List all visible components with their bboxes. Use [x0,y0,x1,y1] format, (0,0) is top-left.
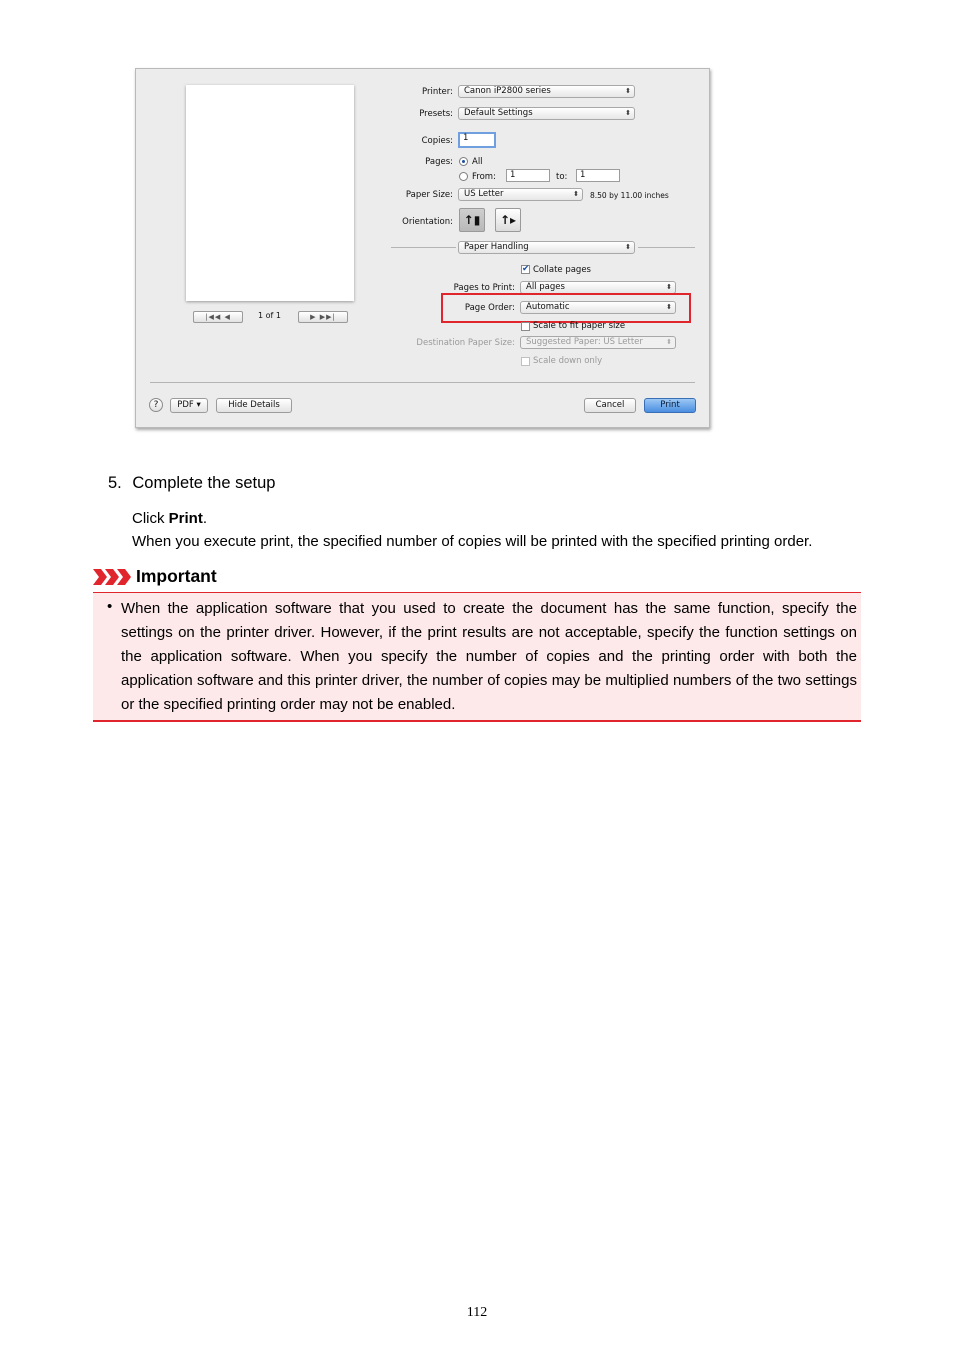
copies-label: Copies: [421,136,453,146]
step-title: Complete the setup [132,474,276,492]
popup-arrow-icon: ⬍ [666,338,672,346]
pages-from-field[interactable]: 1 [506,169,550,182]
popup-arrow-icon: ⬍ [625,87,631,95]
page-number: 112 [466,1305,488,1320]
section-popup-value: Paper Handling [464,242,529,252]
presets-value: Default Settings [464,108,533,118]
important-bullet: • [107,598,113,615]
section-popup[interactable] [458,241,635,254]
print-button[interactable]: Print [644,398,696,413]
pages-from-radio[interactable] [459,172,468,181]
step-heading [108,474,275,493]
paper-size-popup[interactable] [458,188,583,201]
page-order-value: Automatic [526,302,570,312]
collate-checkbox[interactable]: ✔ [522,264,530,274]
pages-to-field[interactable]: 1 [576,169,620,182]
help-button[interactable]: ? [149,398,163,412]
important-title: Important [136,566,217,586]
scale-down-only-checkbox[interactable] [521,357,530,366]
section-divider-right [638,247,695,248]
destination-paper-size-value: Suggested Paper: US Letter [526,337,643,347]
page-order-highlight-frame [441,293,691,323]
printer-popup[interactable] [458,85,635,98]
presets-popup[interactable] [458,107,635,120]
important-text: When the application software that you used to create the document has the same function, specify the settings on the printer driver. However, if the print results are not acceptable, specify the function settings on the application software. When you specify the number of copies and the printing order with both the application software and this printer driver, the number of copies may be multiplied numbers of the two settings or the specified printing order may not be enabled. [121,600,857,713]
click-target: Print [168,510,203,527]
popup-arrow-icon: ⬍ [625,243,631,251]
bottom-divider [150,382,695,383]
popup-arrow-icon: ⬍ [666,283,672,291]
destination-paper-size-popup[interactable] [520,336,676,349]
landscape-orientation-icon[interactable]: ↑▸ [495,208,521,232]
scale-to-fit-label: Scale to fit paper size [533,321,626,331]
copies-field[interactable]: 1 [458,132,496,148]
collate-label: Collate pages [533,265,591,275]
portrait-orientation-icon[interactable]: ↑▮ [459,208,485,232]
pages-all-label: All [472,157,483,167]
cancel-button[interactable]: Cancel [584,398,636,413]
printer-value: Canon iP2800 series [464,86,551,96]
print-dialog-screenshot [135,68,710,428]
page-preview [186,85,354,301]
scale-down-only-label: Scale down only [533,356,603,366]
important-chevrons-icon [93,566,133,588]
pages-to-label: to: [556,172,568,182]
destination-paper-size-label: Destination Paper Size: [416,338,515,348]
preview-page-count: 1 of 1 [258,311,281,320]
scale-to-fit-checkbox[interactable] [521,322,530,331]
popup-arrow-icon: ⬍ [625,109,631,117]
paper-size-dimensions: 8.50 by 11.00 inches [590,191,669,200]
click-suffix: . [202,510,208,527]
pages-all-radio[interactable] [459,157,468,166]
paper-size-label: Paper Size: [405,190,453,200]
pages-label: Pages: [425,157,453,167]
popup-arrow-icon: ⬍ [666,303,672,311]
page-order-label: Page Order: [464,303,515,313]
pages-from-label: From: [472,172,496,182]
click-prefix: Click [132,510,169,527]
pages-to-print-value: All pages [526,282,565,292]
step-number: 5. [108,474,122,492]
popup-arrow-icon: ⬍ [573,190,579,198]
orientation-label: Orientation: [402,217,453,227]
preview-next-buttons[interactable]: ▶ ▶▶| [298,311,348,323]
section-divider-left [391,247,456,248]
printer-label: Printer: [422,87,453,97]
click-instruction [132,510,207,527]
pages-to-print-label: Pages to Print: [453,283,515,293]
paper-size-value: US Letter [464,189,504,199]
presets-label: Presets: [419,109,453,119]
hide-details-button[interactable]: Hide Details [216,398,292,413]
pdf-menu-button[interactable]: PDF ▾ [170,398,208,413]
preview-prev-buttons[interactable]: |◀◀ ◀ [193,311,243,323]
print-description: When you execute print, the specified number of copies will be printed with the specified printing order. [132,533,813,550]
